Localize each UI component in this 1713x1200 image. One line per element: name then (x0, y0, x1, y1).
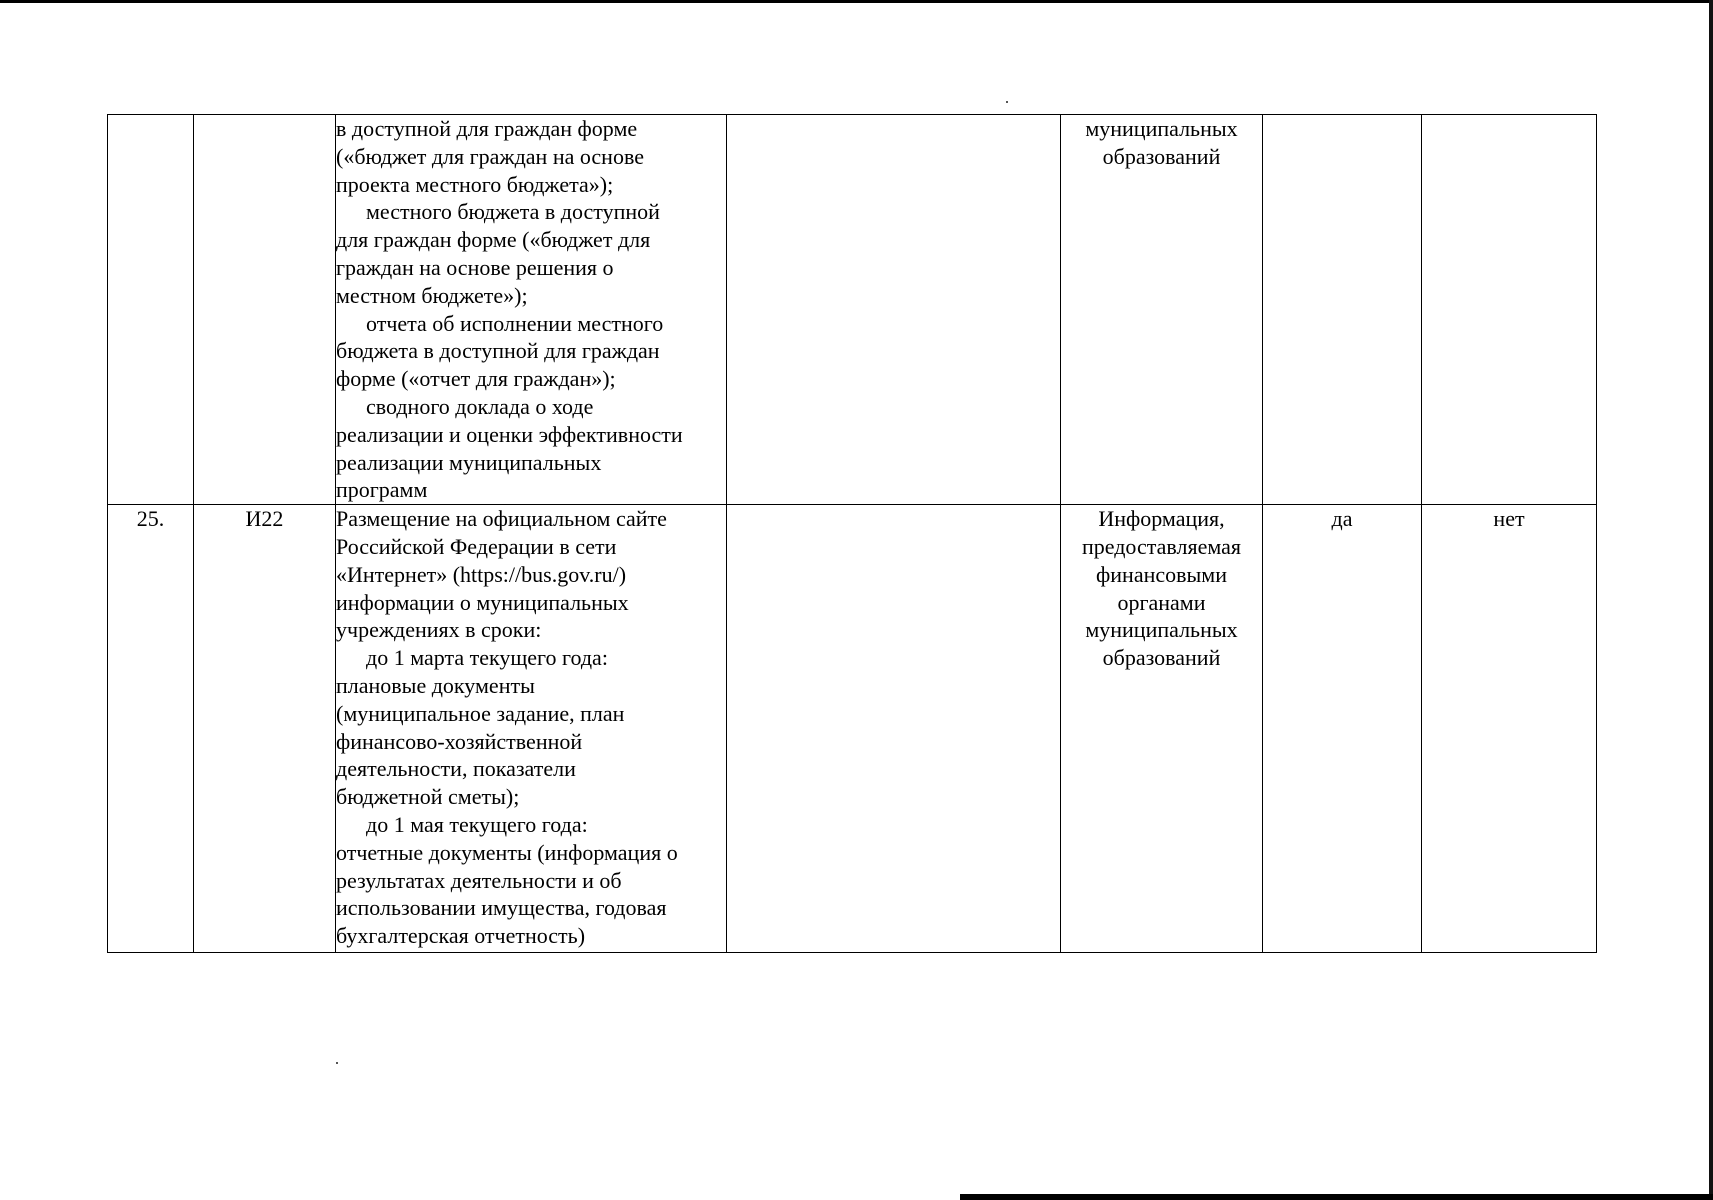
text-line: «Интернет» (https://bus.gov.ru/) (336, 561, 627, 587)
scan-speck (1006, 101, 1008, 103)
text-line: Размещение на официальном сайте (336, 506, 667, 532)
text-line: форме («отчет для граждан»); (336, 366, 616, 392)
text-line: сводного доклада о ходе (366, 393, 594, 419)
text-line: граждан на основе решения о (336, 254, 614, 280)
text-line: использовании имущества, годовая (336, 895, 667, 921)
source-cell (1061, 115, 1263, 505)
text-line: органами (1117, 589, 1206, 615)
text-line: (муниципальное задание, план (336, 700, 625, 726)
text-line: результатах деятельности и об (336, 867, 622, 893)
empty-cell (727, 505, 1061, 953)
text-line: отчета об исполнении местного (366, 310, 664, 336)
text-line: образований (1102, 645, 1221, 671)
yes-cell: да (1263, 505, 1422, 953)
text-line: образований (1102, 143, 1221, 169)
document-table (107, 114, 1597, 953)
text-line: до 1 марта текущего года: (366, 645, 608, 671)
text-line: в доступной для граждан форме (336, 116, 638, 141)
text-line: Информация, (1098, 506, 1225, 532)
text-line: реализации муниципальных (336, 449, 602, 475)
text-line: Российской Федерации в сети (336, 533, 617, 559)
indicator-code-cell: И22 (194, 505, 336, 953)
scan-top-edge (0, 0, 1713, 3)
table-row (108, 505, 1597, 953)
row-number-cell: 25. (108, 505, 194, 953)
text-line: финансово-хозяйственной (336, 728, 583, 754)
source-cell (1061, 505, 1263, 953)
scan-speck (336, 1062, 338, 1064)
text-line: финансовыми (1096, 561, 1227, 587)
text-line: для граждан форме («бюджет для (336, 227, 651, 253)
text-line: местного бюджета в доступной (366, 199, 660, 225)
text-line: до 1 мая текущего года: (366, 811, 588, 837)
text-line: учреждениях в сроки: (336, 617, 542, 643)
text-line: информации о муниципальных (336, 589, 629, 615)
scan-bottom-edge (960, 1194, 1713, 1200)
scan-right-edge (1709, 0, 1713, 1200)
text-line: бухгалтерская отчетность) (336, 923, 586, 949)
text-line: бюджета в доступной для граждан (336, 338, 660, 364)
text-line: отчетные документы (информация о (336, 839, 678, 865)
description-cell (336, 505, 727, 953)
text-line: («бюджет для граждан на основе (336, 143, 644, 169)
no-cell: нет (1422, 505, 1597, 953)
text-line: программ (336, 477, 428, 503)
no-cell (1422, 115, 1597, 505)
yes-cell (1263, 115, 1422, 505)
text-line: деятельности, показатели (336, 756, 576, 782)
description-cell (336, 115, 727, 505)
text-line: бюджетной сметы); (336, 784, 520, 810)
text-line: местном бюджете»); (336, 282, 528, 308)
text-line: плановые документы (336, 672, 535, 698)
text-line: реализации и оценки эффективности (336, 421, 683, 447)
table-row (108, 115, 1597, 505)
text-line: муниципальных (1085, 116, 1238, 141)
text-line: муниципальных (1085, 617, 1238, 643)
row-number-cell (108, 115, 194, 505)
indicator-code-cell (194, 115, 336, 505)
text-line: проекта местного бюджета»); (336, 171, 614, 197)
empty-cell (727, 115, 1061, 505)
text-line: предоставляемая (1081, 533, 1242, 559)
